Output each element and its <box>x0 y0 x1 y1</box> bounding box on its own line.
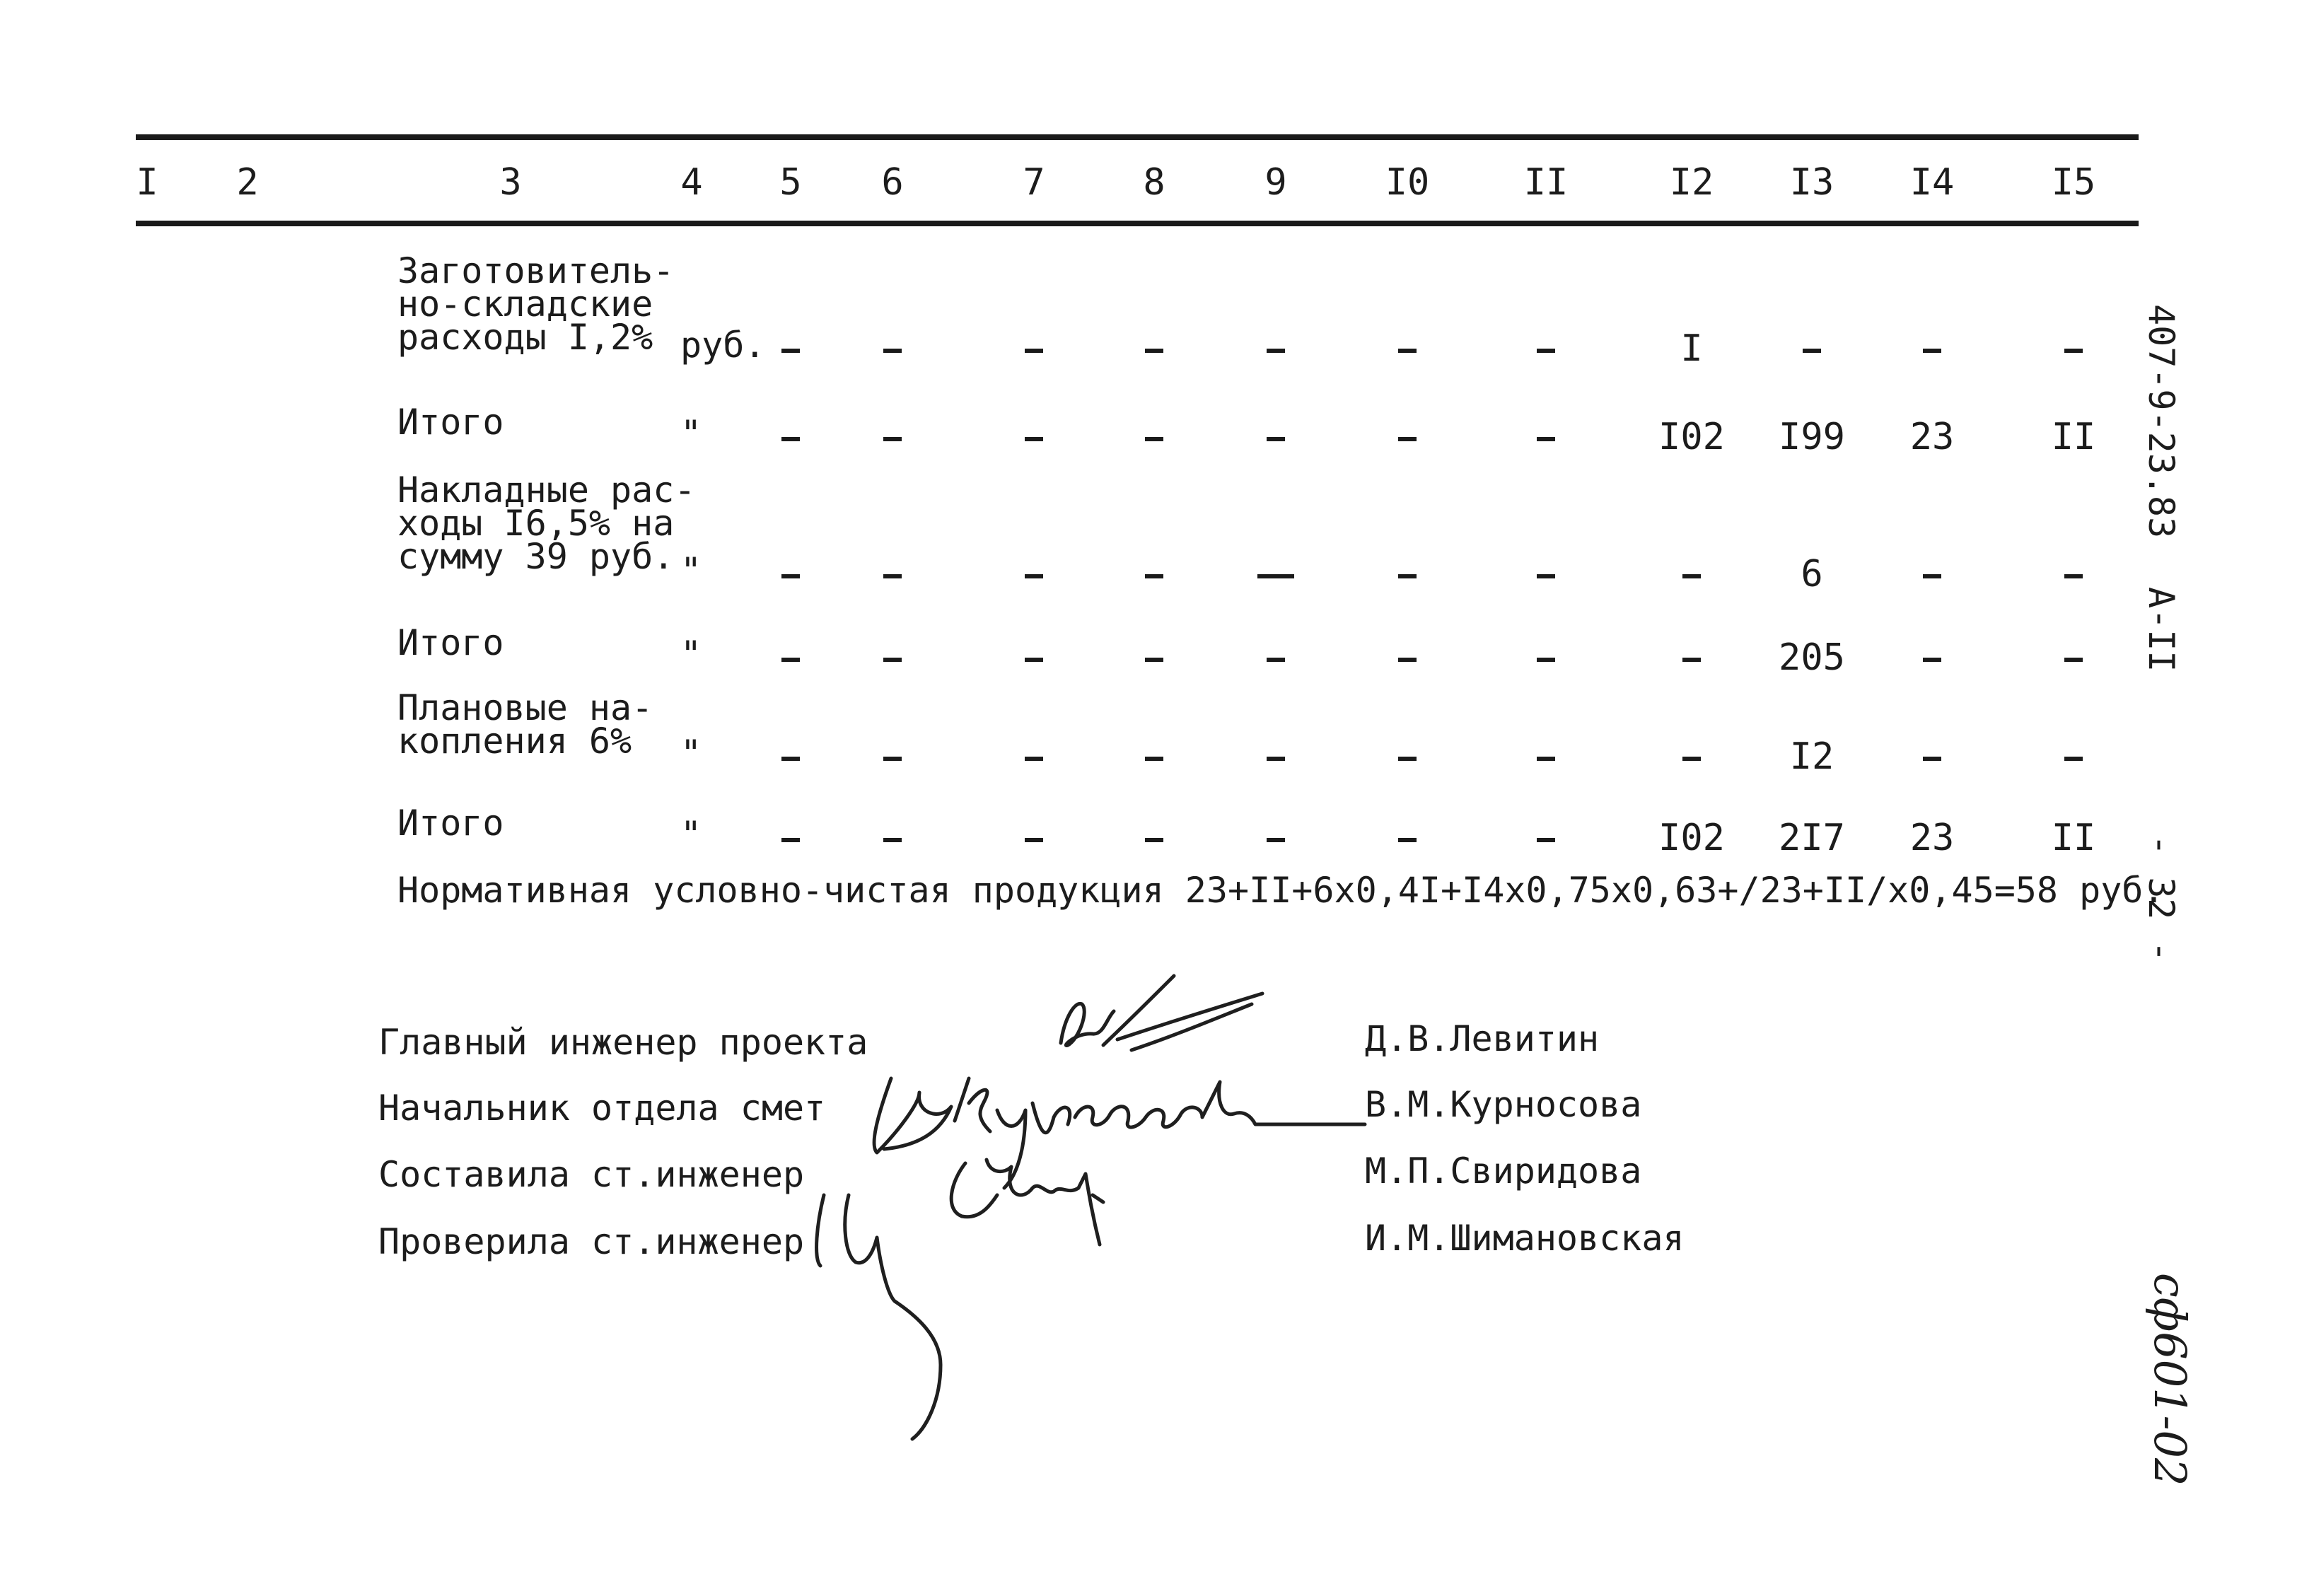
album-label: А-II <box>2141 587 2182 672</box>
archive-stamp: сф601-02 <box>2144 1273 2196 1486</box>
column-header: I4 <box>1909 161 1955 204</box>
page-number: - 32 - <box>2141 834 2182 962</box>
signer-name: М.П.Свиридова <box>1365 1151 1642 1192</box>
signer-name: В.М.Курносова <box>1365 1084 1642 1125</box>
value-cell: 23 <box>1909 416 1955 458</box>
signer-role: Составила ст.инженер <box>378 1154 805 1195</box>
value-cell: I2 <box>1789 735 1834 778</box>
column-header: 9 <box>1264 161 1287 204</box>
column-header: 4 <box>680 161 703 204</box>
value-cell: I02 <box>1658 416 1725 458</box>
value-cell: I02 <box>1658 817 1725 859</box>
value-cell: 23 <box>1909 817 1955 859</box>
signer-role: Проверила ст.инженер <box>378 1221 805 1262</box>
value-cell: II <box>2051 416 2096 458</box>
column-header: 5 <box>779 161 802 204</box>
signer-name: Д.В.Левитин <box>1365 1018 1600 1059</box>
row-unit: руб. <box>680 325 766 366</box>
column-header: I0 <box>1385 161 1430 204</box>
signature-kurnosova <box>874 1078 1365 1188</box>
signature-levitin <box>1061 976 1262 1050</box>
value-cell: 6 <box>1801 553 1823 595</box>
signer-role: Начальник отдела смет <box>378 1088 826 1129</box>
value-cell: I99 <box>1779 416 1845 458</box>
row-label: Заготовитель- но-складские расходы I,2% <box>397 250 675 358</box>
signature-shimanovskaya <box>817 1195 941 1439</box>
column-header: 2 <box>236 161 259 204</box>
row-unit: " <box>680 550 702 591</box>
value-cell: 2I7 <box>1779 817 1845 859</box>
row-label: Итого <box>397 402 504 443</box>
document-code: 407-9-23.83 <box>2141 304 2182 539</box>
column-header: II <box>1523 161 1569 204</box>
row-unit: " <box>680 634 702 675</box>
column-header: 3 <box>499 161 522 204</box>
column-header: I <box>136 161 158 204</box>
row-label: Итого <box>397 622 504 663</box>
formula-line: Нормативная условно-чистая продукция 23+II+6x0,4I+I4x0,75x0,63+/23+II/x0,45=58 руб. <box>397 870 2165 911</box>
signer-role: Главный инженер проекта <box>378 1022 868 1063</box>
row-label: Итого <box>397 803 504 844</box>
column-header: I2 <box>1669 161 1714 204</box>
column-header: I3 <box>1789 161 1834 204</box>
value-cell: I <box>1680 327 1703 370</box>
signer-name: И.М.Шимановская <box>1365 1218 1685 1259</box>
value-cell: 205 <box>1779 636 1845 679</box>
signature-sviridova <box>951 1160 1103 1245</box>
column-header: 8 <box>1143 161 1165 204</box>
value-cell: II <box>2051 817 2096 859</box>
column-header: I5 <box>2051 161 2096 204</box>
row-unit: " <box>680 413 702 454</box>
column-header: 6 <box>881 161 904 204</box>
row-unit: " <box>680 814 702 855</box>
row-unit: " <box>680 733 702 774</box>
row-label: Плановые на- копления 6% <box>397 687 653 762</box>
column-header: 7 <box>1023 161 1045 204</box>
row-label: Накладные рас- ходы I6,5% на сумму 39 руб. <box>397 470 696 577</box>
